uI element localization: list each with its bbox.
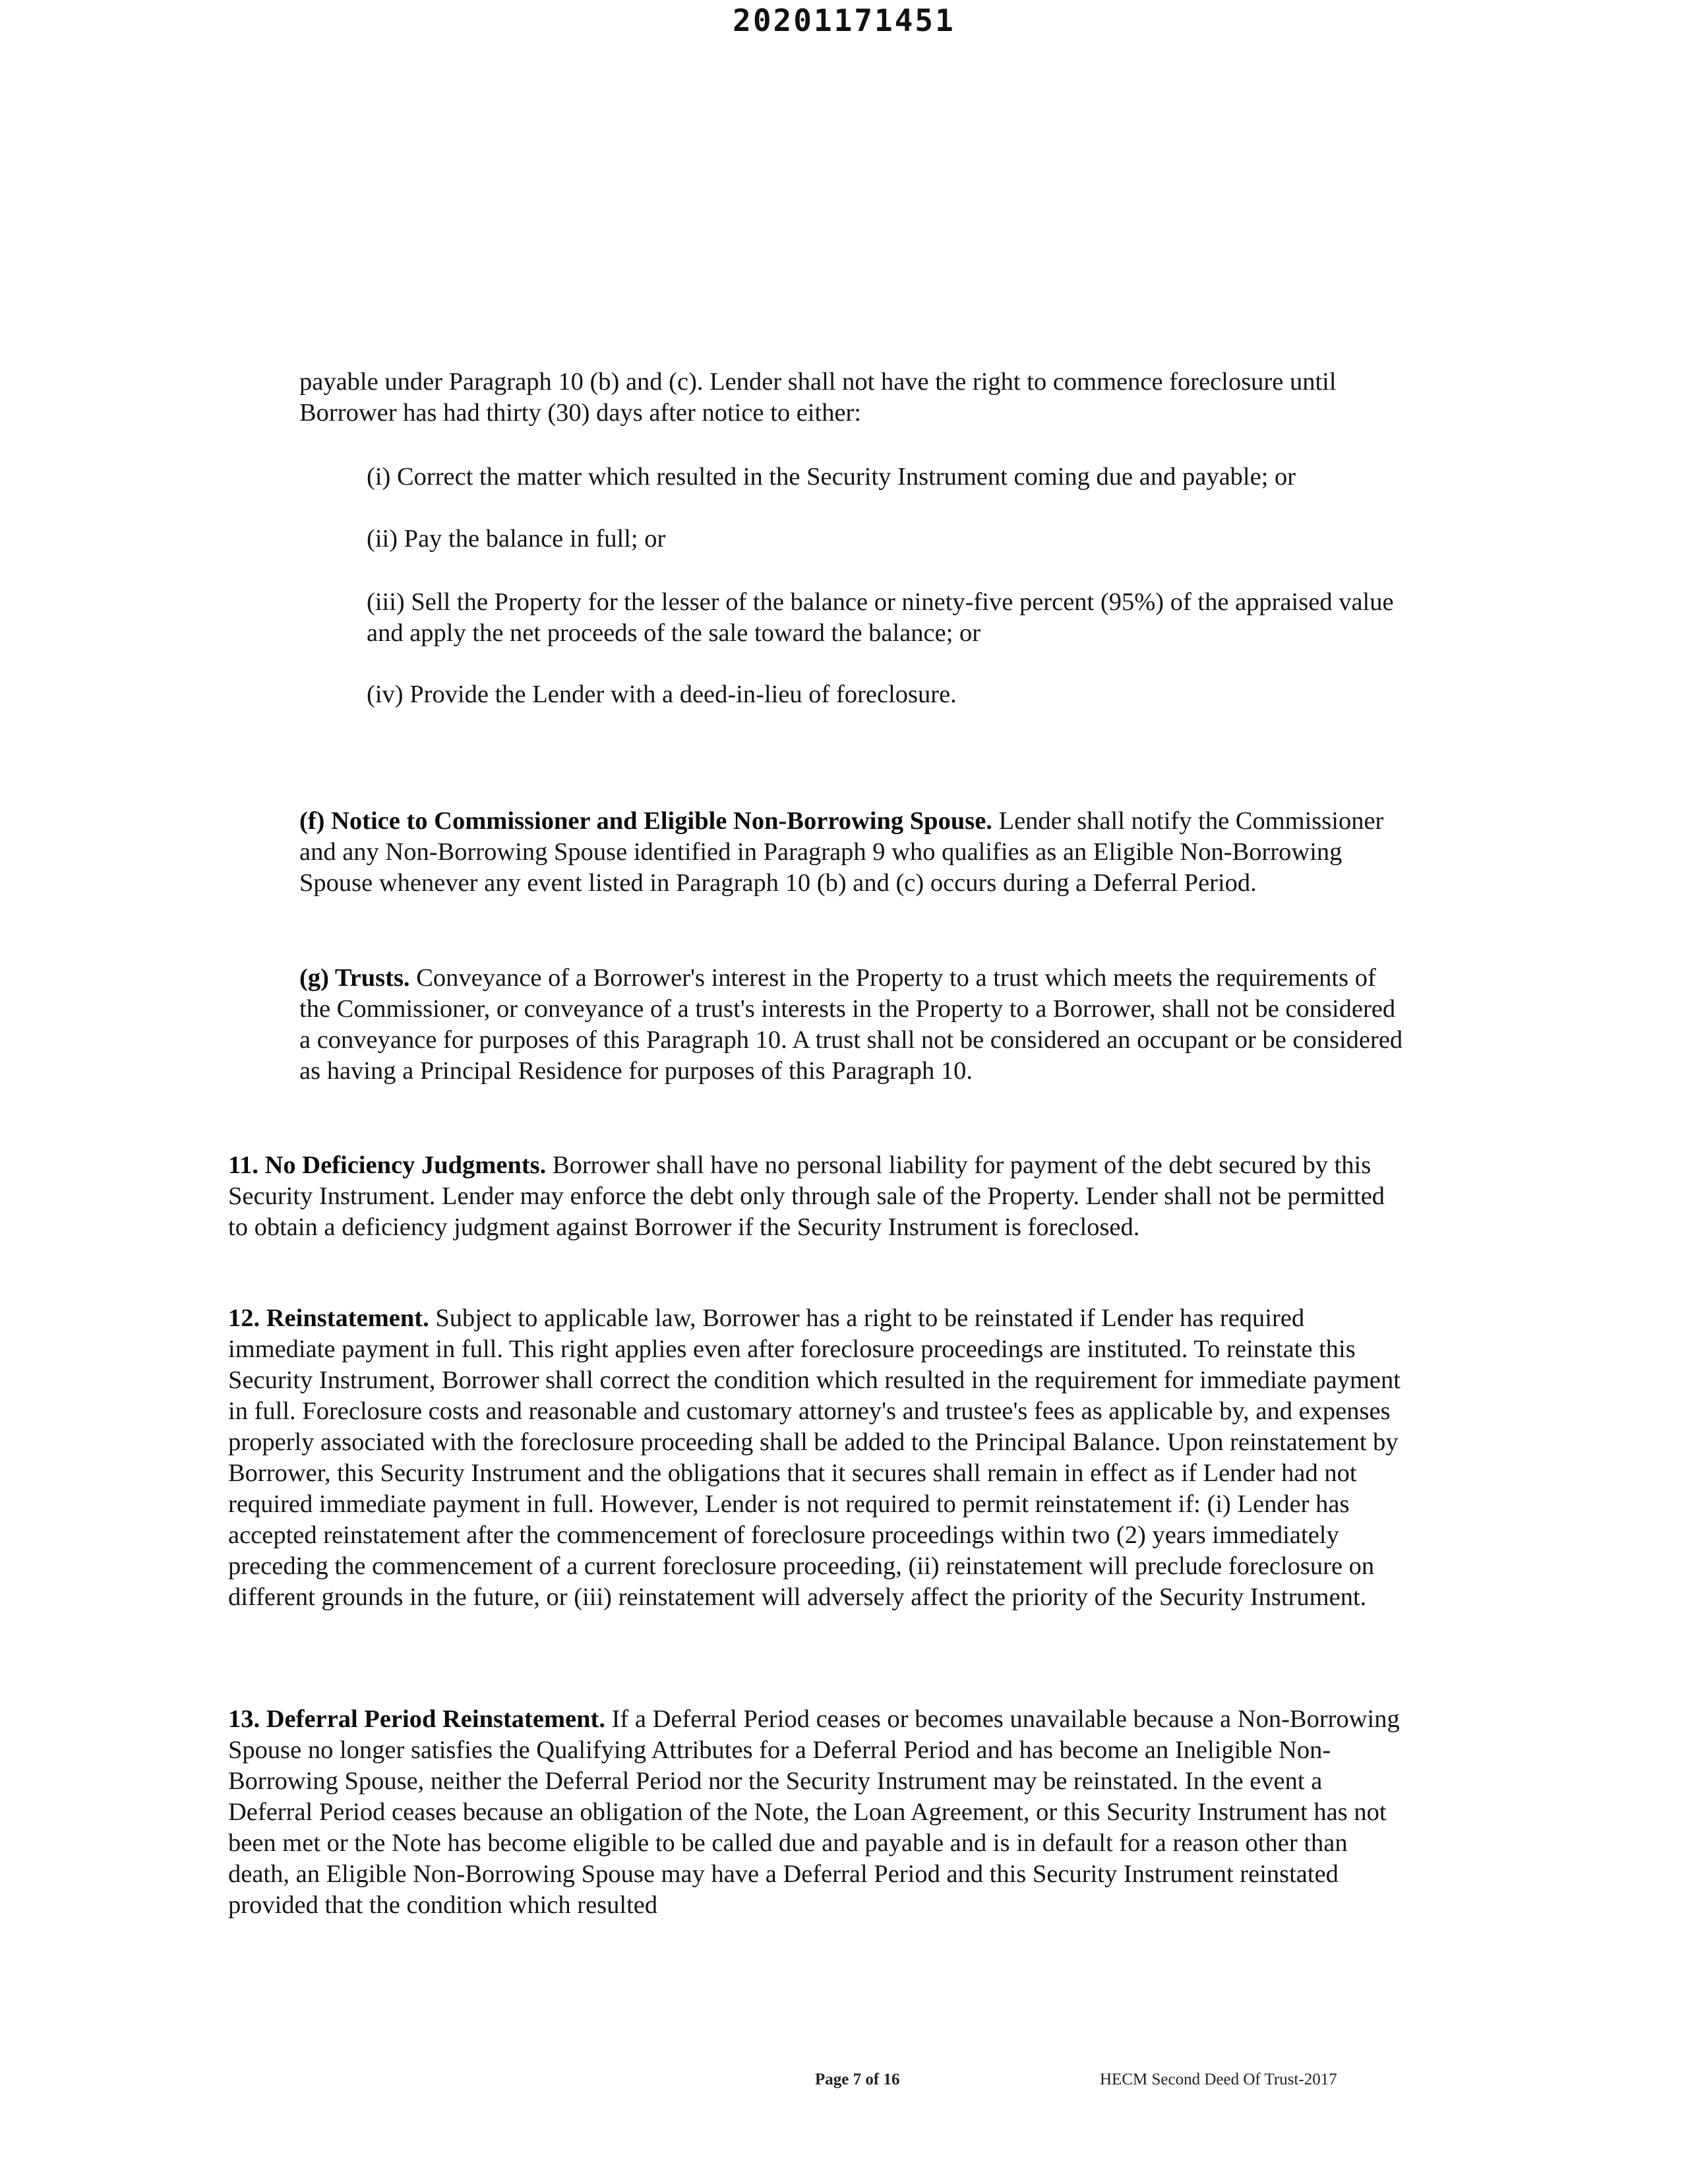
section-g-heading: (g) Trusts. xyxy=(299,964,410,992)
section-12-heading: 12. Reinstatement. xyxy=(228,1304,429,1332)
section-f-body: Lender shall notify the Commissioner and any Non-Borrowing Spouse identified in Paragraph 9 who qualifies as an Eligible Non-Borrowing Spouse whenever any event listed in Paragraph 10 (b) and (c) occurs during a Deferral Period. xyxy=(299,807,1384,897)
section-g-body: Conveyance of a Borrower's interest in the Property to a trust which meets the requirements of the Commissioner, or conveyance of a trust's interests in the Property to a Borrower, shall not be considered a conveyance for purposes of this Paragraph 10. A trust shall not be considered an occupant or be considered as having a Principal Residence for purposes of this Paragraph 10. xyxy=(299,964,1403,1085)
option-iii: (iii) Sell the Property for the lesser of the balance or ninety-five percent (95%) of the appraised value and apply the net proceeds of the sale toward the balance; or xyxy=(367,588,1394,647)
page-number: Page 7 of 16 xyxy=(815,2071,900,2088)
section-13-heading: 13. Deferral Period Reinstatement. xyxy=(228,1705,605,1733)
option-i: (i) Correct the matter which resulted in the Security Instrument coming due and payable; or xyxy=(367,463,1296,491)
form-title: HECM Second Deed Of Trust-2017 xyxy=(1100,2071,1337,2088)
section-f-heading: (f) Notice to Commissioner and Eligible Non-Borrowing Spouse. xyxy=(299,807,992,835)
section-g-paragraph xyxy=(299,963,1407,1087)
section-11-heading: 11. No Deficiency Judgments. xyxy=(228,1151,547,1179)
section-11-body: Borrower shall have no personal liability for payment of the debt secured by this Security Instrument. Lender may enforce the debt only through sale of the Property. Lender shall not be permitted to obtain a deficiency judgment against Borrower if the Security Instrument is foreclosed. xyxy=(228,1151,1385,1241)
section-12-paragraph xyxy=(228,1303,1408,1613)
intro-paragraph: payable under Paragraph 10 (b) and (c). Lender shall not have the right to commence foreclosure until Borrower has had thirty (30) days after notice to either: xyxy=(299,368,1337,427)
document-number: 20201171451 xyxy=(733,3,955,38)
option-ii: (ii) Pay the balance in full; or xyxy=(367,525,666,553)
section-11-paragraph xyxy=(228,1150,1408,1243)
section-12-body: Subject to applicable law, Borrower has a right to be reinstated if Lender has required immediate payment in full. This right applies even after foreclosure proceedings are instituted. To reinstate this Security Instrument, Borrower shall correct the condition which resulted in the requirement for immediate payment in full. Foreclosure costs and reasonable and customary attorney's and trustee's fees as applicable by, and expenses properly associated with the foreclosure proceeding shall be added to the Principal Balance. Upon reinstatement by Borrower, this Security Instrument and the obligations that it secures shall remain in effect as if Lender had not required immediate payment in full. However, Lender is not required to permit reinstatement if: (i) Lender has accepted reinstatement after the commencement of foreclosure proceedings within two (2) years immediately preceding the commencement of a current foreclosure proceeding, (ii) reinstatement will preclude foreclosure on different grounds in the future, or (iii) reinstatement will adversely affect the priority of the Security Instrument. xyxy=(228,1304,1401,1611)
option-iv: (iv) Provide the Lender with a deed-in-lieu of foreclosure. xyxy=(367,681,957,708)
section-13-paragraph xyxy=(228,1704,1408,1921)
section-13-body: If a Deferral Period ceases or becomes unavailable because a Non-Borrowing Spouse no longer satisfies the Qualifying Attributes for a Deferral Period and has become an Ineligible Non-Borrowing Spouse, neither the Deferral Period nor the Security Instrument may be reinstated. In the event a Deferral Period ceases because an obligation of the Note, the Loan Agreement, or this Security Instrument has not been met or the Note has become eligible to be called due and payable and is in default for a reason other than death, an Eligible Non-Borrowing Spouse may have a Deferral Period and this Security Instrument reinstated provided that the condition which resulted xyxy=(228,1705,1400,1919)
section-f-paragraph xyxy=(299,806,1407,899)
